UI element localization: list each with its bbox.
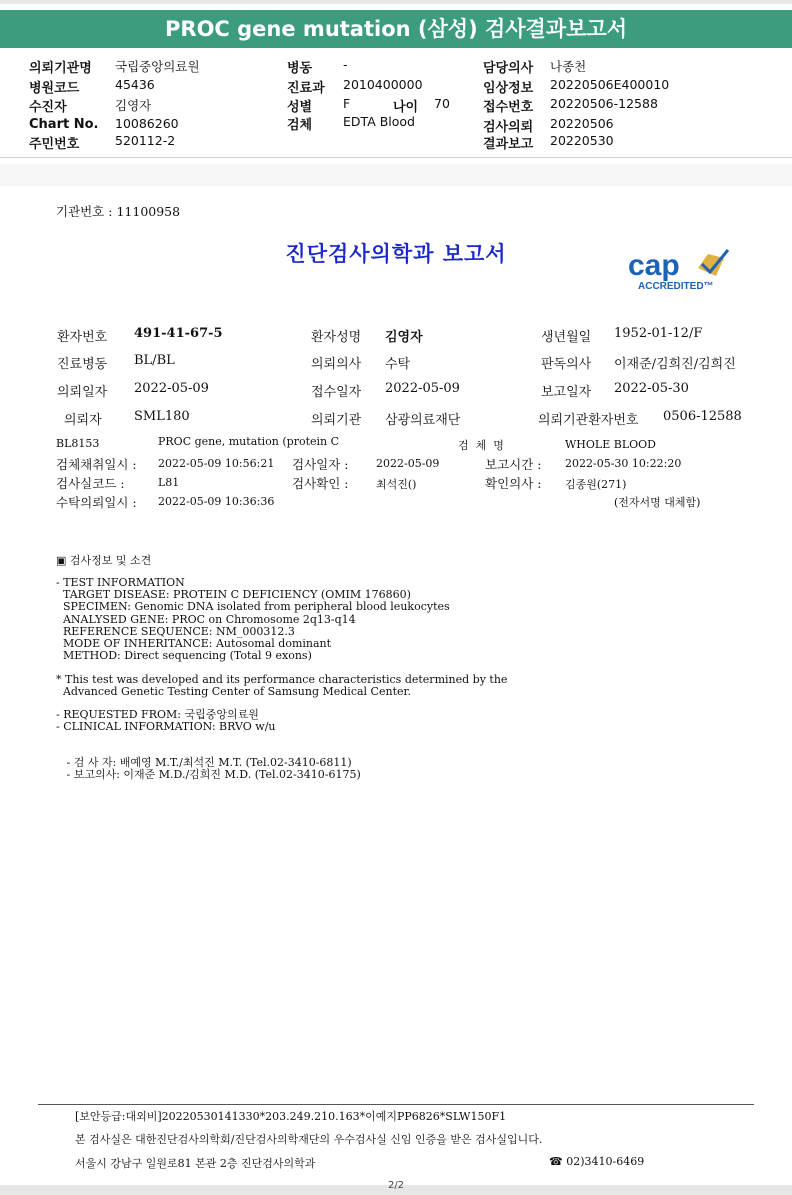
cap-logo-text: cap	[628, 249, 680, 282]
specimen-label: 검 체 명	[458, 439, 504, 452]
header-row	[287, 77, 423, 96]
header-value: 520112-2	[115, 133, 176, 148]
header-row	[287, 114, 415, 133]
header-value: 20220506E400010	[550, 77, 670, 92]
collect-label: 검체채취일시 :	[56, 457, 137, 472]
test-information: - TEST INFORMATION TARGET DISEASE: PROTEIN C DEFICIENCY (OMIM 176860) SPECIMEN: Genomic DNA isolated from peripheral blood leukocytes ANALYSED GENE: PROC on Chromosome 2q13-q14 REFERENCE SEQUENCE: NM_000312.3 MODE OF INHERITANCE: Autosomal dominant METHOD: Direct sequencing (Total 9 exons)	[56, 576, 450, 663]
grid-value: 2022-05-09	[134, 381, 209, 396]
header-value: 20220506	[550, 116, 614, 131]
grid-label: 환자번호	[57, 330, 108, 345]
grid-label: 환자성명	[311, 330, 362, 345]
address-line: 서울시 강남구 일원로81 본관 2층 진단검사의학과	[75, 1157, 316, 1170]
report-header-title: PROC gene mutation (삼성) 검사결과보고서	[0, 10, 792, 48]
top-border	[0, 0, 792, 4]
header-label: 주민번호	[29, 137, 80, 152]
header-row	[483, 57, 587, 76]
header-value: F	[343, 96, 351, 111]
grid-label: 판독의사	[541, 357, 592, 372]
header-row	[483, 133, 614, 152]
grid-value: 수탁	[385, 357, 411, 372]
header-label: 병원코드	[29, 81, 80, 96]
grid-value: 2022-05-30	[614, 381, 689, 396]
specimen-value: WHOLE BLOOD	[565, 438, 656, 451]
grid-label: 의뢰기관환자번호	[538, 413, 639, 428]
labcode-value: L81	[158, 476, 180, 489]
grid-label: 보고일자	[541, 385, 592, 400]
reporttime-value: 2022-05-30 10:22:20	[565, 457, 682, 470]
grid-label: 의뢰기관	[311, 413, 362, 428]
header-row	[287, 57, 348, 76]
header-row-age	[393, 96, 450, 115]
section-title: ▣ 검사정보 및 소견	[56, 554, 152, 567]
staff-info: - 검 사 자: 배예영 M.T./최석진 M.T. (Tel.02-3410-6811) - 보고의사: 이재준 M.D./김희진 M.D. (Tel.02-3410-6175)	[66, 756, 361, 782]
header-value: EDTA Blood	[343, 114, 415, 129]
labcode-label: 검사실코드 :	[56, 476, 125, 491]
header-label: 검체	[287, 118, 313, 133]
header-row	[483, 96, 658, 115]
header-row	[29, 77, 155, 96]
confirm-value: 최석진()	[376, 478, 417, 491]
security-line: [보안등급:대외비]20220530141330*203.249.210.163*이예지PP6826*SLW150F1	[75, 1110, 507, 1123]
header-value: 나종천	[550, 59, 587, 74]
grid-value: BL/BL	[134, 353, 175, 368]
gray-band	[0, 164, 792, 186]
header-value: 2010400000	[343, 77, 423, 92]
grid-label: 진료병동	[57, 357, 108, 372]
testdate-value: 2022-05-09	[376, 457, 440, 470]
header-row	[483, 77, 670, 96]
reporttime-label: 보고시간 :	[485, 457, 542, 472]
cap-logo-subtext: ACCREDITED™	[638, 281, 714, 292]
institution-number: 기관번호 : 11100958	[56, 204, 181, 219]
cap-accredited-logo	[628, 246, 738, 292]
header-row	[287, 96, 351, 115]
grid-value: 491-41-67-5	[134, 326, 223, 341]
request-info: - REQUESTED FROM: 국립중앙의료원 - CLINICAL INFORMATION: BRVO w/u	[56, 708, 276, 734]
test-name: PROC gene, mutation (protein C	[158, 435, 340, 448]
esign-note: (전자서명 대체함)	[614, 496, 701, 509]
divider	[0, 157, 792, 158]
header-value: 20220506-12588	[550, 96, 658, 111]
header-value: 20220530	[550, 133, 614, 148]
grid-value: SML180	[134, 409, 190, 424]
grid-value: 삼광의료재단	[385, 413, 461, 428]
grid-value: 2022-05-09	[385, 381, 460, 396]
header-label: 나이	[393, 100, 419, 115]
header-label: 접수번호	[483, 100, 534, 115]
header-label: 의뢰기관명	[29, 61, 92, 76]
header-label: Chart No.	[29, 117, 99, 132]
certification-line: 본 검사실은 대한진단검사의학회/진단검사의학재단의 우수검사실 신임 인증을 받은 검사실입니다.	[75, 1133, 543, 1146]
header-label: 담당의사	[483, 61, 534, 76]
requesttime-value: 2022-05-09 10:36:36	[158, 495, 275, 508]
header-value: 70	[434, 96, 450, 111]
requesttime-label: 수탁의뢰일시 :	[56, 495, 137, 510]
report-title: 진단검사의학과 보고서	[285, 242, 507, 266]
phone-line: ☎ 02)3410-6469	[549, 1155, 645, 1168]
header-value: 45436	[115, 77, 155, 92]
grid-value: 김영자	[385, 330, 423, 345]
grid-label: 의뢰의사	[311, 357, 362, 372]
header-value: 김영자	[115, 98, 152, 113]
grid-label: 의뢰일자	[57, 385, 108, 400]
header-value: -	[343, 57, 348, 72]
header-row	[29, 96, 152, 115]
header-row	[29, 57, 200, 76]
footer-divider	[38, 1104, 754, 1105]
grid-label: 생년월일	[541, 330, 592, 345]
collect-value: 2022-05-09 10:56:21	[158, 457, 275, 470]
confirmdoc-label: 확인의사 :	[485, 476, 542, 491]
page-number: 2/2	[387, 1180, 405, 1191]
header-value: 10086260	[115, 116, 179, 131]
header-label: 결과보고	[483, 137, 534, 152]
header-label: 수진자	[29, 100, 67, 115]
header-row	[29, 133, 176, 152]
test-code: BL8153	[56, 437, 100, 450]
header-label: 성별	[287, 100, 313, 115]
header-row	[29, 116, 179, 132]
confirmdoc-value: 김종원(271)	[565, 478, 627, 491]
grid-value: 이재준/김희진/김희진	[614, 357, 736, 372]
testdate-label: 검사일자 :	[292, 457, 349, 472]
grid-label: 접수일자	[311, 385, 362, 400]
grid-label: 의뢰자	[64, 413, 102, 428]
performance-note: * This test was developed and its performance characteristics determined by the Advanced Genetic Testing Center of Samsung Medical Center.	[56, 673, 508, 699]
header-label: 병동	[287, 61, 313, 76]
header-value: 국립중앙의료원	[115, 59, 200, 74]
grid-value: 1952-01-12/F	[614, 326, 703, 341]
grid-value: 0506-12588	[663, 409, 742, 424]
confirm-label: 검사확인 :	[292, 476, 349, 491]
header-label: 임상정보	[483, 81, 534, 96]
header-label: 검사의뢰	[483, 120, 534, 135]
header-label: 진료과	[287, 81, 325, 96]
